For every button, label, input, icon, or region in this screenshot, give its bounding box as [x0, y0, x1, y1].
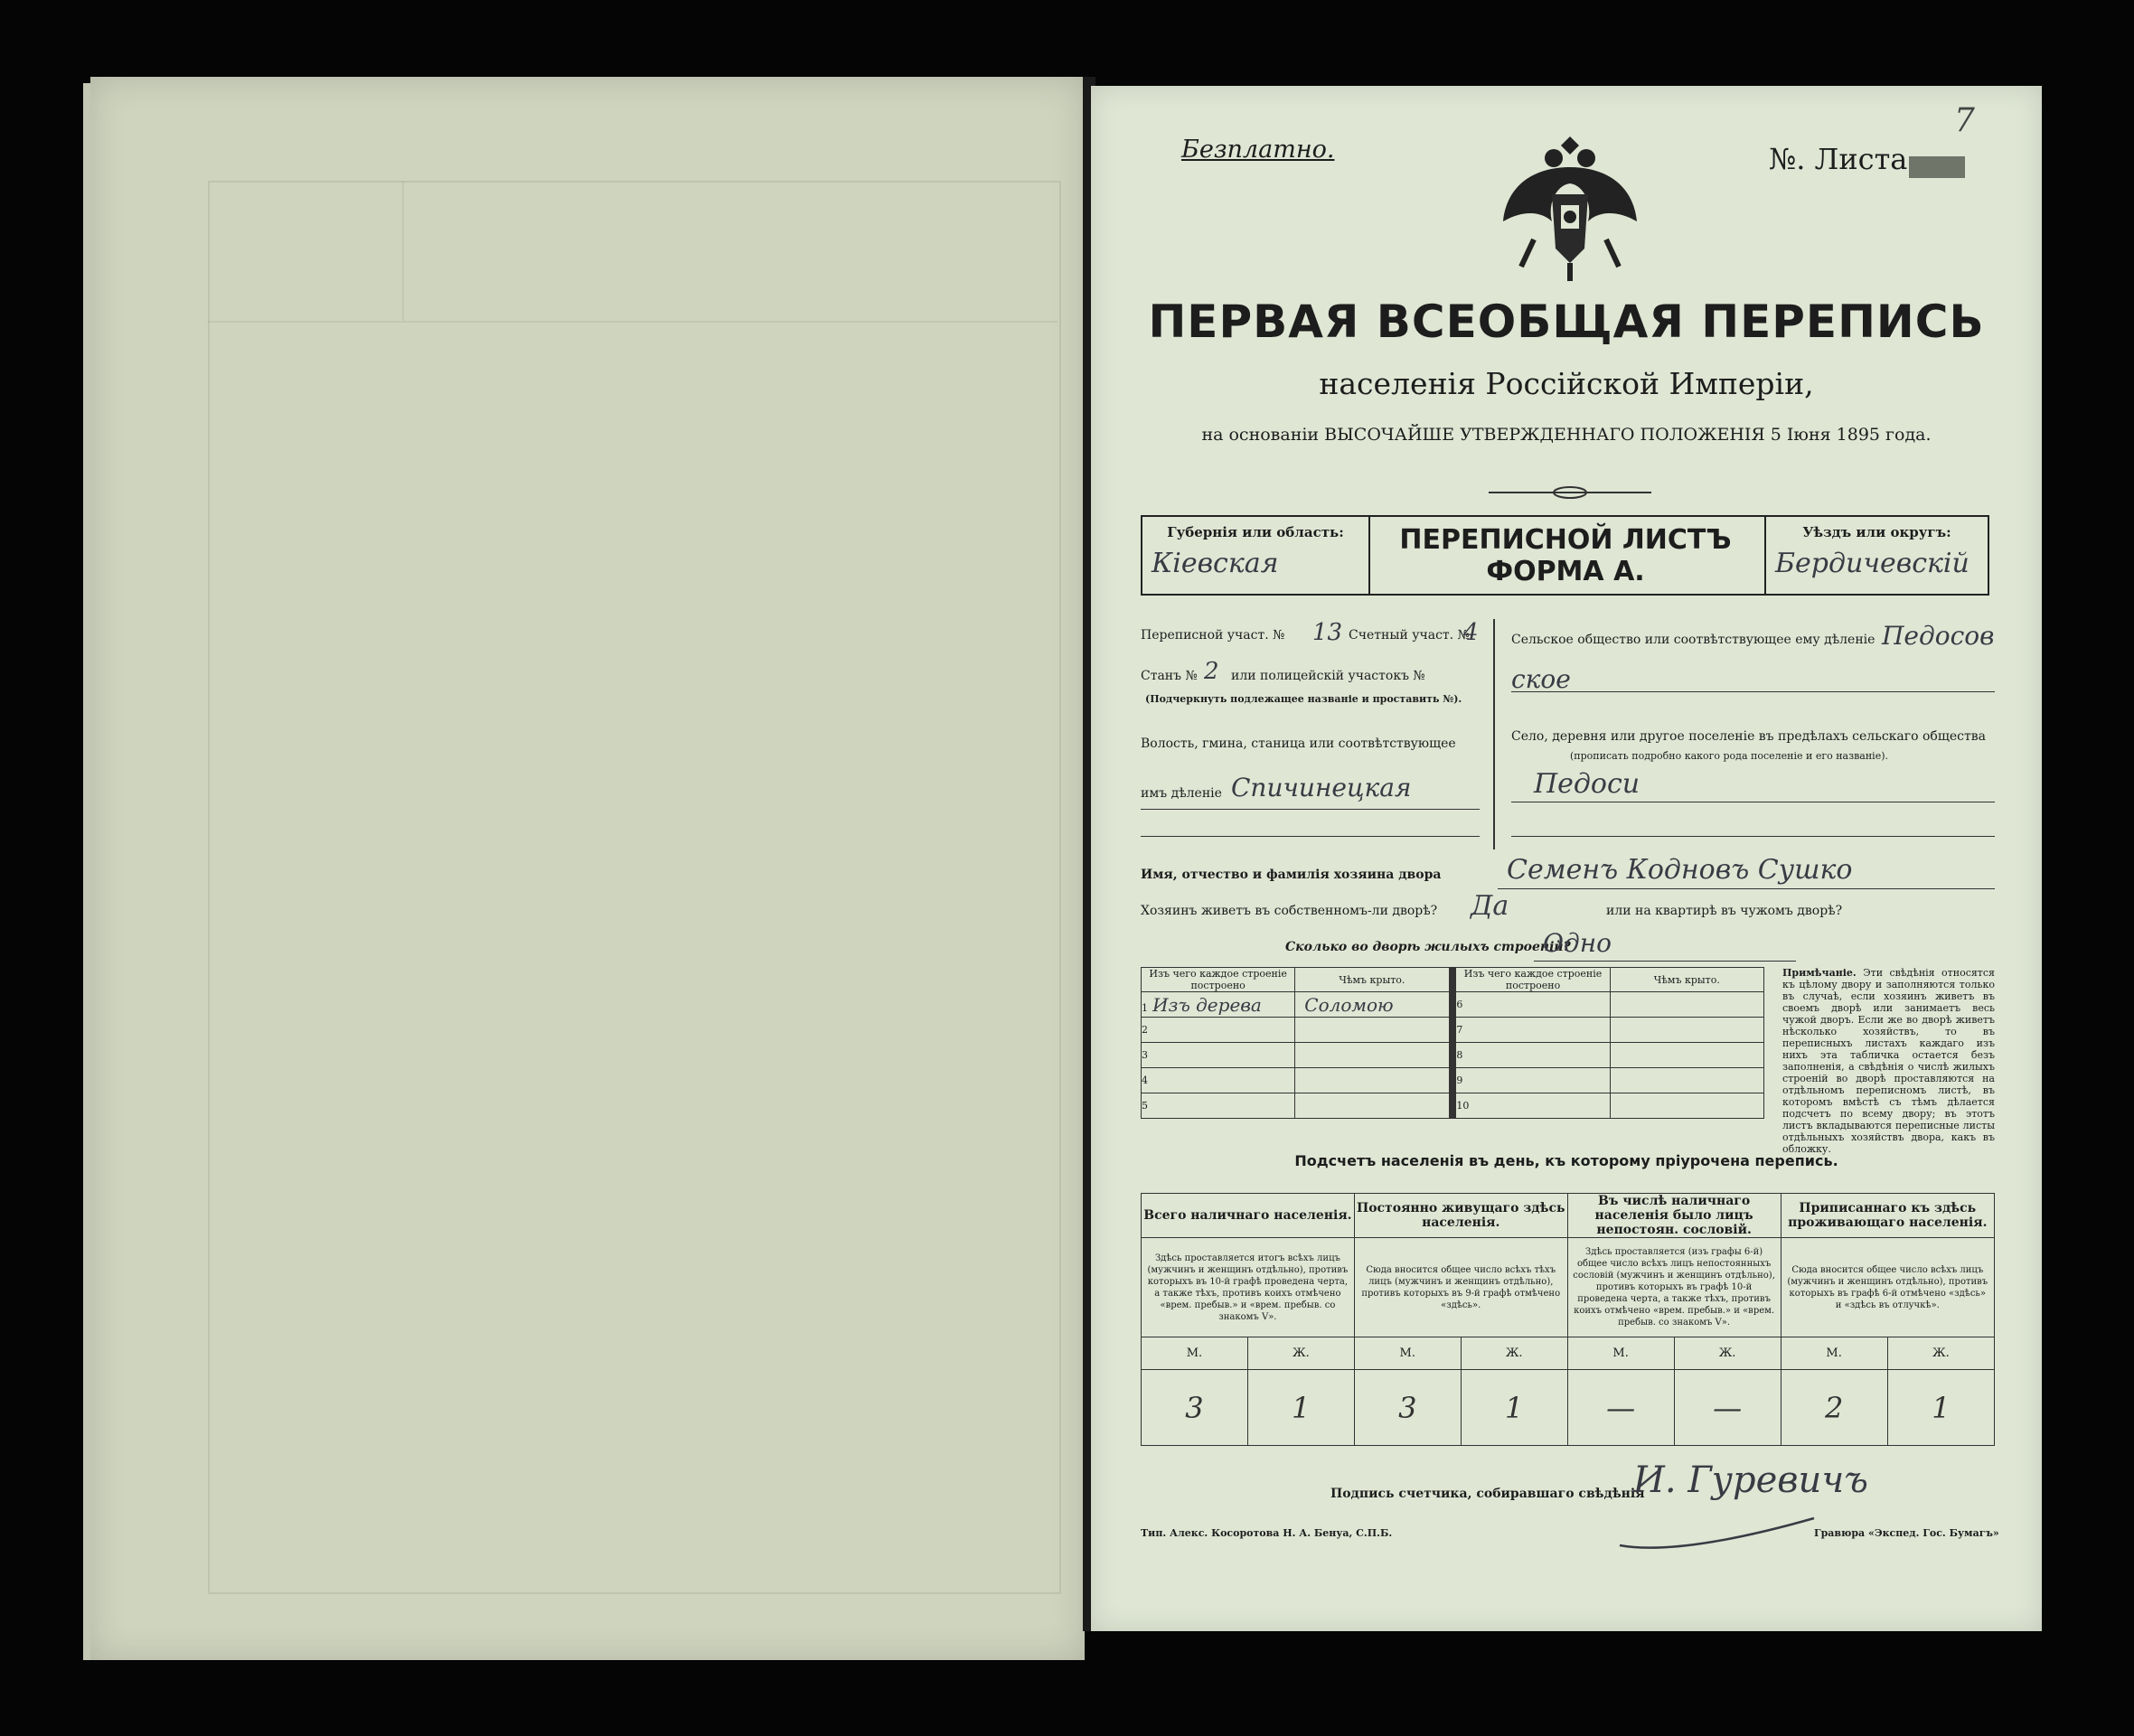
location-divider	[1493, 619, 1495, 849]
imperial-eagle-emblem	[1498, 131, 1642, 285]
table-cell	[1295, 1068, 1449, 1093]
table-cell	[1295, 1093, 1449, 1119]
count-header-nonpermanent: Въ числѣ наличнаго населенія было лицъ непостоян. сословій.	[1567, 1194, 1781, 1238]
table-cell	[1295, 992, 1449, 1018]
count-note-total: Здѣсь проставляется итогъ всѣхъ лицъ (мужчинъ и женщинъ отдѣльно), противъ которыхъ въ 10-й графѣ проведена черта, а также тѣхъ, противъ коихъ отмѣчено «врем. пребыв.» и «врем. пребыв. со знакомъ V».	[1142, 1238, 1355, 1337]
table-cell: 2	[1142, 1018, 1295, 1043]
province-value: Кіевская	[1152, 548, 1279, 579]
stan-label: Станъ №	[1141, 669, 1198, 683]
table-cell	[1610, 1068, 1763, 1093]
count-note-registered: Сюда вносится общее число всѣхъ лицъ (мужчинъ и женщинъ отдѣльно), противъ которыхъ въ графѣ 6-й отмѣчено «здѣсь» и «здѣсь въ отлучкѣ».	[1781, 1238, 1994, 1337]
table-cell	[1610, 1043, 1763, 1068]
buildings-underline	[1534, 961, 1796, 962]
owner-label: Имя, отчество и фамилія хозяина двора	[1141, 868, 1442, 882]
male-column-label: М.	[1567, 1337, 1674, 1370]
material-header-right: Изъ чего каждое строеніе построено	[1456, 968, 1610, 992]
count-header-permanent: Постоянно живущаго здѣсь населенія.	[1354, 1194, 1567, 1238]
count-total-male: 3	[1142, 1370, 1248, 1446]
ornament-divider	[1489, 483, 1651, 502]
stan-value: 2	[1204, 658, 1219, 685]
left-blank-page	[90, 77, 1085, 1660]
own-yard-value: Да	[1471, 890, 1509, 922]
female-column-label: Ж.	[1461, 1337, 1567, 1370]
district-value: Бердичевскій	[1775, 548, 1969, 579]
sheet-number-label: №. Листа	[1769, 142, 1908, 176]
volost-underline	[1141, 809, 1480, 810]
sheet-number-stamp	[1909, 156, 1965, 178]
form-subtitle: населенія Россійской Имперіи,	[1319, 366, 1814, 401]
district-box	[1764, 515, 1989, 596]
table-cell	[1610, 992, 1763, 1018]
owner-value: Семенъ Кодновъ Сушко	[1507, 854, 1853, 886]
volost-label: Волость, гмина, станица или соотвѣтствующее	[1141, 737, 1456, 751]
volost-value: Спичинецкая	[1231, 773, 1412, 802]
table-cell	[1295, 1043, 1449, 1068]
male-column-label: М.	[1142, 1337, 1248, 1370]
village-label: Село, деревня или другое поселеніе въ предѣлахъ сельскаго общества	[1511, 729, 1986, 744]
society-value: Педосов	[1882, 621, 1995, 651]
own-yard-label: Хозяинъ живетъ въ собственномъ-ли дворѣ?	[1141, 904, 1438, 918]
table-cell: 6	[1456, 992, 1610, 1018]
form-title-box	[1367, 515, 1764, 596]
printer-imprint-left: Тип. Алекс. Косоротова Н. А. Бенуа, С.П.Б.	[1141, 1527, 1393, 1539]
male-column-label: М.	[1781, 1337, 1887, 1370]
police-district-label: или полицейскій участокъ №	[1231, 669, 1425, 683]
table-cell: 7	[1456, 1018, 1610, 1043]
census-district-label: Переписной участ. №	[1141, 628, 1285, 643]
district-label: Уѣздъ или округъ:	[1802, 524, 1951, 540]
count-nonpermanent-female: —	[1674, 1370, 1781, 1446]
buildings-label: Сколько во дворѣ жилыхъ строеній?	[1285, 940, 1571, 954]
material-value: Изъ дерева	[1152, 993, 1262, 1016]
roof-header-right: Чѣмъ крыто.	[1610, 968, 1763, 992]
signature-flourish	[1615, 1509, 1823, 1554]
bleed-through-line	[208, 321, 1058, 323]
printer-imprint-right: Гравюра «Экспед. Гос. Бумагъ»	[1814, 1527, 1999, 1539]
counting-district-value: 4	[1463, 619, 1479, 646]
remark-title: Примѣчаніе.	[1782, 967, 1857, 979]
village-note: (прописать подробно какого рода поселеніе и его названіе).	[1570, 750, 1888, 762]
table-cell: 8	[1456, 1043, 1610, 1068]
underline-instruction: (Подчеркнуть подлежащее названіе и проставить №).	[1145, 693, 1462, 705]
bleed-through-frame	[208, 181, 1061, 1594]
table-cell: 9	[1456, 1068, 1610, 1093]
roof-value: Соломою	[1304, 993, 1394, 1016]
table-cell: 10	[1456, 1093, 1610, 1119]
material-header-left: Изъ чего каждое строеніе построено	[1142, 968, 1295, 992]
village-underline-2	[1511, 836, 1995, 837]
village-value: Педоси	[1534, 768, 1640, 800]
bleed-through-line	[402, 181, 404, 321]
table-cell	[1610, 1093, 1763, 1119]
enumerator-signature: И. Гуревичъ	[1633, 1459, 1868, 1501]
sheet-number-handwritten: 7	[1954, 102, 1975, 139]
form-main-title: ПЕРВАЯ ВСЕОБЩАЯ ПЕРЕПИСЬ	[1148, 296, 1985, 348]
table-cell: 5	[1142, 1093, 1295, 1119]
roof-header-left: Чѣмъ крыто.	[1295, 968, 1449, 992]
volost-underline-2	[1141, 836, 1480, 837]
province-box	[1141, 515, 1370, 596]
table-cell	[1295, 1018, 1449, 1043]
society-underline	[1511, 691, 1995, 692]
remark-text: Эти свѣдѣнія относятся къ цѣлому двору и заполняются только въ случаѣ, если хозяинъ живетъ въ своемъ дворѣ или занимаетъ весь чужой дворъ. Если же во дворѣ живетъ нѣсколько хозяйствъ, то въ переписныхъ листахъ каждаго изъ нихъ эта табличка остается безъ заполненія, а свѣдѣнія о числѣ жилыхъ строеній во дворѣ проставляются на отдѣльномъ переписномъ листѣ, въ которомъ вмѣстѣ съ тѣмъ дѣлается подсчетъ по всему двору; въ этотъ листъ вкладываются переписные листы отдѣльныхъ хозяйствъ двора, какъ въ обложку.	[1782, 967, 1995, 1155]
table-cell: 1 Изъ дерева	[1142, 992, 1295, 1018]
society-label: Сельское общество или соотвѣтствующее ему дѣленіе	[1511, 633, 1875, 647]
buildings-value: Одно	[1543, 928, 1612, 958]
volost-label-2: имъ дѣленіе	[1141, 786, 1222, 801]
table-divider	[1449, 968, 1456, 992]
count-permanent-female: 1	[1461, 1370, 1567, 1446]
table-cell: 3	[1142, 1043, 1295, 1068]
count-total-female: 1	[1247, 1370, 1354, 1446]
population-count-heading: Подсчетъ населенія въ день, къ которому пріурочена перепись.	[1294, 1152, 1838, 1169]
counting-district-label: Счетный участ. №	[1349, 628, 1470, 643]
female-column-label: Ж.	[1887, 1337, 1994, 1370]
population-count-table	[1141, 1193, 1995, 1446]
male-column-label: М.	[1354, 1337, 1461, 1370]
owner-underline	[1498, 888, 1995, 889]
table-cell	[1610, 1018, 1763, 1043]
count-nonpermanent-male: —	[1567, 1370, 1674, 1446]
count-permanent-male: 3	[1354, 1370, 1461, 1446]
female-column-label: Ж.	[1674, 1337, 1781, 1370]
count-note-permanent: Сюда вносится общее число всѣхъ тѣхъ лицъ (мужчинъ и женщинъ отдѣльно), противъ которыхъ въ 9-й графѣ отмѣчено «здѣсь».	[1354, 1238, 1567, 1337]
female-column-label: Ж.	[1247, 1337, 1354, 1370]
table-cell: 4	[1142, 1068, 1295, 1093]
form-title-line-1: ПЕРЕПИСНОЙ ЛИСТЪ	[1399, 524, 1732, 556]
province-label: Губернія или область:	[1167, 524, 1344, 540]
legal-basis-line: на основаніи ВЫСОЧАЙШЕ УТВЕРЖДЕННАГО ПОЛОЖЕНІЯ 5 Іюня 1895 года.	[1201, 425, 1932, 445]
count-registered-male: 2	[1781, 1370, 1887, 1446]
society-value-cont: ское	[1511, 664, 1571, 694]
count-note-nonpermanent: Здѣсь проставляется (изъ графы 6-й) общее число всѣхъ лицъ непостоянныхъ сословій (мужчинъ и женщинъ отдѣльно), противъ которыхъ въ графѣ 10-й проведена черта, а также тѣхъ, противъ коихъ отмѣчено «врем. пребыв.» и «врем. пребыв. со знакомъ V».	[1567, 1238, 1781, 1337]
count-registered-female: 1	[1887, 1370, 1994, 1446]
remark-block	[1782, 967, 1995, 1155]
rent-label: или на квартирѣ въ чужомъ дворѣ?	[1606, 904, 1843, 918]
count-header-registered: Приписаннаго къ здѣсь проживающаго населенія.	[1781, 1194, 1994, 1238]
buildings-table	[1141, 967, 1764, 1119]
count-header-total: Всего наличнаго населенія.	[1142, 1194, 1355, 1238]
signature-label: Подпись счетчика, собиравшаго свѣдѣнія	[1330, 1487, 1645, 1501]
census-form-page	[1091, 86, 2042, 1631]
census-district-value: 13	[1312, 619, 1343, 646]
free-of-charge-label: Безплатно.	[1181, 136, 1335, 164]
form-title-line-2: ФОРМА А.	[1486, 556, 1645, 587]
